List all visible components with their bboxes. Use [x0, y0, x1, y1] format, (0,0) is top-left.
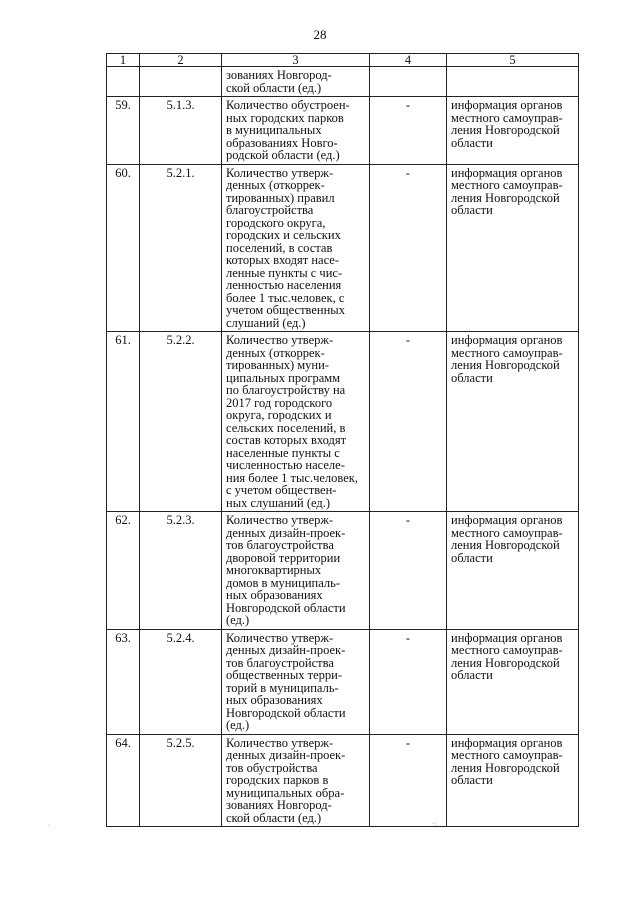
row-value: -	[370, 734, 447, 827]
row-number: 63.	[107, 629, 140, 734]
row-name: Количество утверж- денных дизайн-проек- тов обустройства городских парков в муниципальных обра- зованиях Новгород- ской области (ед.)	[222, 734, 370, 827]
row-name: Количество утверж- денных (откоррек- тированных) правил благоустройства городского округа, городских и сельских поселений, в состав которых входят насе- ленные пункты с чис- ленностью населения более 1 тыс.человек, с учетом общественных слушаний (ед.)	[222, 164, 370, 332]
row-value: -	[370, 97, 447, 165]
table-row	[107, 512, 579, 630]
row-source: информация органов местного самоуправ- ления Новгородской области	[447, 629, 579, 734]
row-source: информация органов местного самоуправ- ления Новгородской области	[447, 332, 579, 512]
row-source: информация органов местного самоуправ- ления Новгородской области	[447, 97, 579, 165]
row-code: 5.2.2.	[140, 332, 222, 512]
page-number: 28	[313, 27, 327, 42]
col-header-5: 5	[447, 54, 579, 67]
row-code: 5.2.1.	[140, 164, 222, 332]
table-row	[107, 97, 579, 165]
continuation-row	[107, 67, 579, 97]
row-number: 59.	[107, 97, 140, 165]
col-header-3: 3	[222, 54, 370, 67]
row-code: 5.2.3.	[140, 512, 222, 630]
table-row	[107, 164, 579, 332]
row-name: Количество утверж- денных (откоррек- тированных) муни- ципальных программ по благоустройству на 2017 год городского округа, городских и сельских поселений, в состав которых входят населенные пункты с численностью населе- ния более 1 тыс.человек, с учетом обществен- ных слушаний (ед.)	[222, 332, 370, 512]
table-row	[107, 734, 579, 827]
row-name: Количество утверж- денных дизайн-проек- тов благоустройства общественных терри- торий в муниципаль- ных образованиях Новгородской области (ед.)	[222, 629, 370, 734]
table-row	[107, 332, 579, 512]
row-source	[447, 67, 579, 97]
scan-artifact: ·	[48, 822, 51, 830]
table-body	[107, 67, 579, 827]
row-name: зованиях Новгород- ской области (ед.)	[222, 67, 370, 97]
col-header-2: 2	[140, 54, 222, 67]
col-header-1: 1	[107, 54, 140, 67]
col-header-4: 4	[370, 54, 447, 67]
row-number: 64.	[107, 734, 140, 827]
row-code	[140, 67, 222, 97]
row-name: Количество обустроен- ных городских парков в муниципальных образованиях Новго- родской области (ед.)	[222, 97, 370, 165]
row-code: 5.1.3.	[140, 97, 222, 165]
row-number	[107, 67, 140, 97]
row-number: 60.	[107, 164, 140, 332]
row-value	[370, 67, 447, 97]
header-row	[107, 54, 579, 67]
row-value: -	[370, 164, 447, 332]
row-code: 5.2.5.	[140, 734, 222, 827]
table-row	[107, 629, 579, 734]
row-value: -	[370, 332, 447, 512]
scan-artifact: ·:	[432, 820, 437, 828]
row-number: 62.	[107, 512, 140, 630]
indicators-table	[106, 53, 579, 827]
row-name: Количество утверж- денных дизайн-проек- тов благоустройства дворовой территории многоквартирных домов в муниципаль- ных образованиях Новгородской области (ед.)	[222, 512, 370, 630]
row-source: информация органов местного самоуправ- ления Новгородской области	[447, 164, 579, 332]
row-code: 5.2.4.	[140, 629, 222, 734]
row-value: -	[370, 629, 447, 734]
row-number: 61.	[107, 332, 140, 512]
row-value: -	[370, 512, 447, 630]
row-source: информация органов местного самоуправ- ления Новгородской области	[447, 734, 579, 827]
row-source: информация органов местного самоуправ- ления Новгородской области	[447, 512, 579, 630]
